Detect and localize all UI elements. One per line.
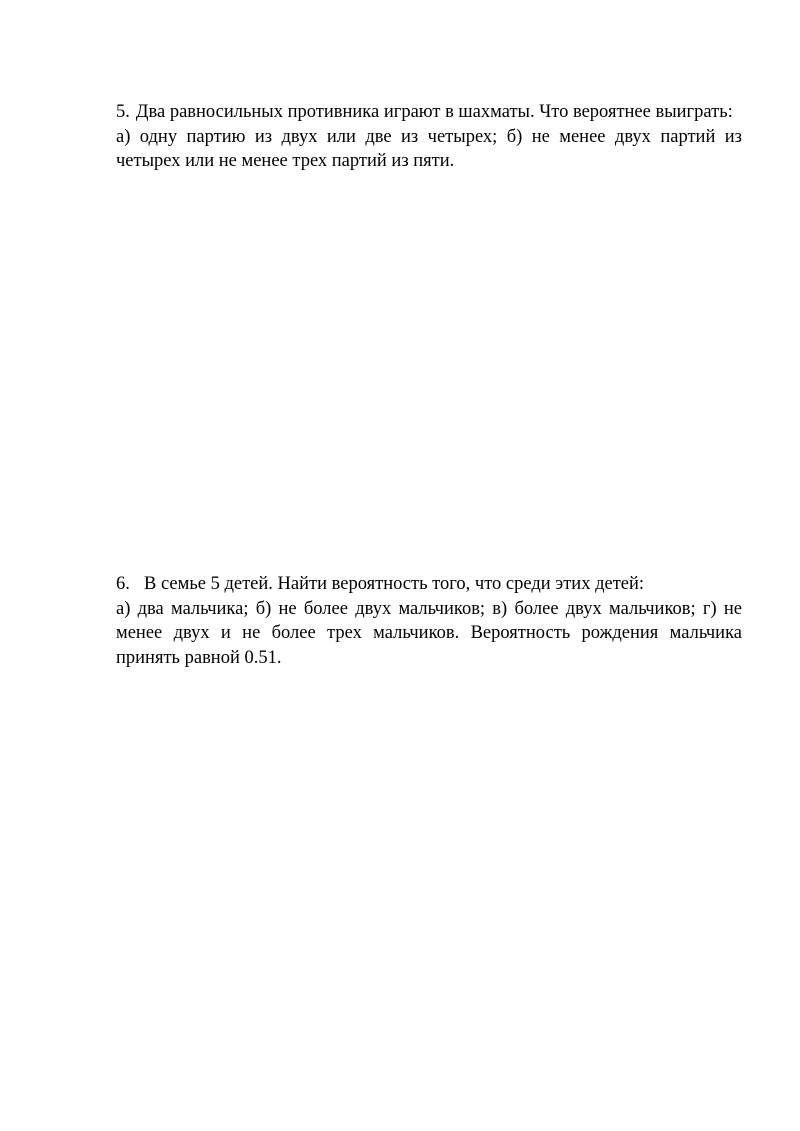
problem-5-number: 5. bbox=[116, 102, 130, 122]
problem-6-number: 6. bbox=[116, 574, 130, 594]
problem-6-statement-text: В семье 5 детей. Найти вероятность того, что среди этих детей: bbox=[144, 574, 645, 594]
problem-5-statement-text: Два равносильных противника играют в шахматы. Что вероятнее выиграть: bbox=[135, 102, 733, 122]
problem-6-options: а) два мальчика; б) не более двух мальчиков; в) более двух мальчиков; г) не менее двух и не более трех мальчиков. Вероятность рождения мальчика принять равной 0.51. bbox=[116, 598, 742, 668]
problem-6-statement bbox=[116, 572, 742, 597]
problem-5 bbox=[116, 100, 742, 174]
problem-6 bbox=[116, 572, 742, 670]
problem-5-options: а) одну партию из двух или две из четырех; б) не менее двух партий из четырех или не менее трех партий из пяти. bbox=[116, 126, 742, 171]
problem-5-statement bbox=[116, 100, 742, 125]
